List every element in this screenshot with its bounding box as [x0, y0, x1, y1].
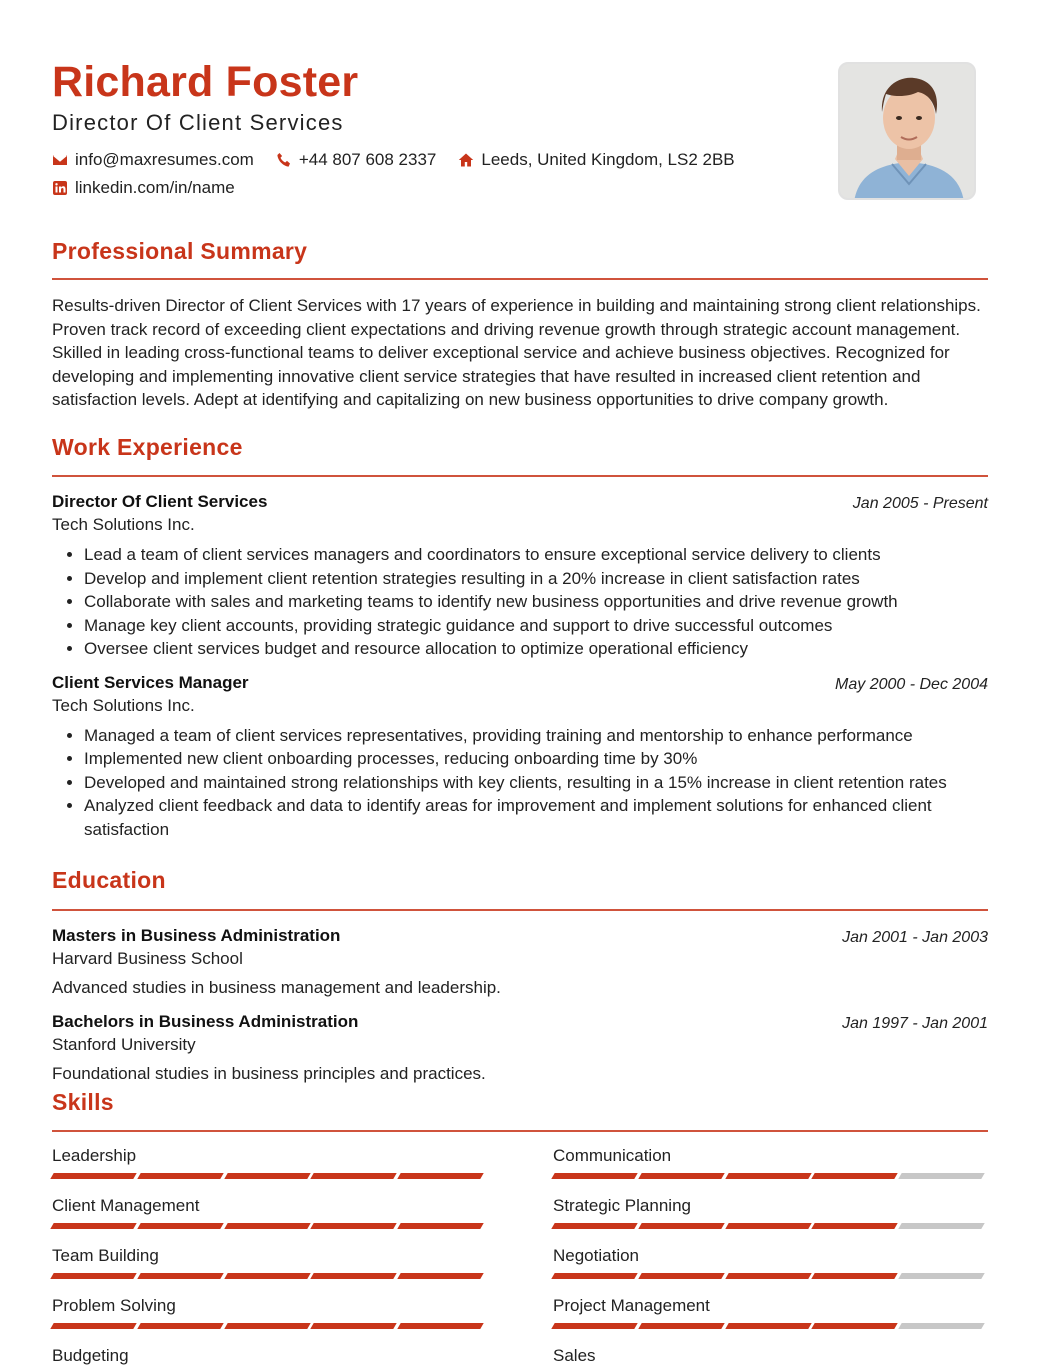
- skill-item: [52, 1196, 486, 1246]
- skill-segment-filled: [224, 1223, 310, 1229]
- skill-name: Communication: [553, 1146, 672, 1165]
- skill-name: Budgeting: [52, 1346, 129, 1365]
- skill-item: [553, 1146, 987, 1196]
- skill-segment-empty: [898, 1173, 984, 1179]
- contact-linkedin[interactable]: [52, 178, 235, 198]
- linkedin-icon: [52, 180, 68, 196]
- job-bullet: • Oversee client services budget and resource allocation to optimize operational efficiency: [84, 637, 988, 661]
- skill-level-bar: [553, 1323, 987, 1329]
- skill-item: [553, 1196, 987, 1246]
- skill-name: Negotiation: [553, 1246, 640, 1265]
- section-divider: [52, 278, 988, 280]
- skill-segment-filled: [397, 1323, 483, 1329]
- skill-segment-filled: [725, 1173, 811, 1179]
- section-divider: [52, 475, 988, 477]
- education-entry: [52, 1012, 988, 1084]
- skill-segment-filled: [725, 1323, 811, 1329]
- skill-segment-filled: [137, 1273, 223, 1279]
- skill-segment-filled: [137, 1173, 223, 1179]
- skill-segment-filled: [397, 1273, 483, 1279]
- skill-name: Client Management: [52, 1196, 200, 1215]
- skill-segment-filled: [551, 1273, 637, 1279]
- skill-segment-filled: [812, 1323, 898, 1329]
- school-name: Stanford University: [52, 1035, 196, 1054]
- job-bullet: • Develop and implement client retention strategies resulting in a 20% increase in client satisfaction rates: [84, 567, 988, 591]
- skill-segment-filled: [50, 1273, 136, 1279]
- skill-name: Team Building: [52, 1246, 159, 1265]
- job-entry: [52, 673, 988, 842]
- skill-segment-filled: [397, 1223, 483, 1229]
- skill-segment-filled: [638, 1173, 724, 1179]
- email-text: info@maxresumes.com: [75, 150, 254, 169]
- skills-section: [52, 1089, 988, 1372]
- contact-info: [52, 148, 757, 204]
- job-dates: Jan 2005 - Present: [852, 495, 988, 512]
- job-company: Tech Solutions Inc.: [52, 515, 195, 534]
- home-icon: [458, 152, 474, 168]
- job-bullet: • Developed and maintained strong relationships with key clients, resulting in a 15% increase in client retention rates: [84, 771, 988, 795]
- education-dates: Jan 2001 - Jan 2003: [842, 929, 988, 946]
- skill-segment-empty: [898, 1273, 984, 1279]
- skill-segment-filled: [137, 1323, 223, 1329]
- skills-grid: [52, 1146, 988, 1372]
- job-title: Director Of Client Services: [52, 492, 268, 511]
- education-description: Foundational studies in business principles and practices.: [52, 1064, 486, 1083]
- skill-segment-filled: [224, 1323, 310, 1329]
- skill-level-bar: [52, 1223, 486, 1229]
- skill-segment-filled: [725, 1223, 811, 1229]
- skill-level-bar: [553, 1173, 987, 1179]
- skill-segment-empty: [898, 1223, 984, 1229]
- skill-segment-filled: [551, 1323, 637, 1329]
- skill-segment-filled: [311, 1173, 397, 1179]
- skill-segment-filled: [725, 1273, 811, 1279]
- skill-item: [553, 1346, 987, 1372]
- skill-item: [52, 1296, 486, 1346]
- skill-segment-filled: [50, 1173, 136, 1179]
- skill-level-bar: [52, 1323, 486, 1329]
- job-bullet: • Managed a team of client services representatives, providing training and mentorship to enhance performance: [84, 724, 988, 748]
- skill-segment-filled: [397, 1173, 483, 1179]
- summary-text: Results-driven Director of Client Services with 17 years of experience in building and maintaining strong client relationships. Proven track record of exceeding client expectations and driving revenue growth through strategic account management. Skilled in leading cross-functional teams to deliver exceptional service and achieve business objectives. Recognized for developing and implementing innovative client service strategies that have resulted in increased client retention and satisfaction levels. Adept at identifying and capitalizing on new business opportunities to drive company growth.: [52, 296, 981, 409]
- skill-item: [553, 1246, 987, 1296]
- skill-segment-filled: [224, 1273, 310, 1279]
- education-heading: Education: [52, 867, 166, 893]
- degree-title: Bachelors in Business Administration: [52, 1012, 359, 1031]
- skill-segment-filled: [311, 1223, 397, 1229]
- skill-item: [52, 1146, 486, 1196]
- skill-name: Problem Solving: [52, 1296, 176, 1315]
- skill-segment-filled: [638, 1223, 724, 1229]
- resume-header: [52, 0, 988, 215]
- skill-segment-filled: [551, 1173, 637, 1179]
- skill-level-bar: [52, 1273, 486, 1279]
- skill-level-bar: [553, 1223, 987, 1229]
- job-title: Client Services Manager: [52, 672, 249, 692]
- education-description: Advanced studies in business management and leadership.: [52, 978, 501, 997]
- skill-segment-filled: [638, 1273, 724, 1279]
- job-bullets: [52, 543, 988, 661]
- skill-name: Strategic Planning: [553, 1196, 691, 1215]
- education-entry: [52, 926, 988, 998]
- avatar-illustration: [840, 64, 976, 200]
- candidate-title: Director Of Client Services: [52, 110, 344, 135]
- job-bullet: • Analyzed client feedback and data to identify areas for improvement and implement solutions for enhanced client satisfaction: [84, 794, 988, 841]
- skill-segment-filled: [224, 1173, 310, 1179]
- education-section: [52, 867, 988, 1084]
- skills-heading: Skills: [52, 1089, 114, 1115]
- job-company: Tech Solutions Inc.: [52, 695, 195, 715]
- skill-segment-filled: [812, 1273, 898, 1279]
- job-dates: May 2000 - Dec 2004: [835, 675, 988, 693]
- skill-segment-empty: [898, 1323, 984, 1329]
- phone-text: +44 807 608 2337: [298, 150, 437, 169]
- skill-name: Project Management: [553, 1296, 710, 1315]
- skill-segment-filled: [551, 1223, 637, 1229]
- skill-segment-filled: [311, 1273, 397, 1279]
- linkedin-text: linkedin.com/in/name: [75, 178, 235, 197]
- skill-level-bar: [553, 1273, 987, 1279]
- summary-section: [52, 238, 988, 412]
- location-text: Leeds, United Kingdom, LS2 2BB: [481, 150, 735, 169]
- summary-heading: Professional Summary: [52, 238, 308, 264]
- job-bullet: • Manage key client accounts, providing strategic guidance and support to drive successful outcomes: [84, 614, 988, 638]
- job-entry: [52, 492, 988, 661]
- skill-segment-filled: [50, 1323, 136, 1329]
- job-bullet: • Collaborate with sales and marketing teams to identify new business opportunities and drive revenue growth: [84, 590, 988, 614]
- skill-item: [52, 1346, 486, 1372]
- section-divider: [52, 1130, 988, 1132]
- degree-title: Masters in Business Administration: [52, 926, 341, 945]
- skill-segment-filled: [638, 1323, 724, 1329]
- skill-segment-filled: [137, 1223, 223, 1229]
- job-bullets: [52, 724, 988, 842]
- phone-icon: [276, 152, 292, 168]
- job-bullet: • Lead a team of client services managers and coordinators to ensure exceptional service delivery to clients: [84, 543, 988, 567]
- skill-name: Sales: [553, 1346, 596, 1365]
- skill-segment-filled: [812, 1173, 898, 1179]
- skill-item: [553, 1296, 987, 1346]
- experience-section: [52, 434, 988, 841]
- candidate-name: Richard Foster: [52, 58, 359, 106]
- skill-level-bar: [52, 1173, 486, 1179]
- skill-segment-filled: [311, 1323, 397, 1329]
- skill-item: [52, 1246, 486, 1296]
- skill-segment-filled: [812, 1223, 898, 1229]
- envelope-icon: [52, 152, 68, 168]
- contact-phone[interactable]: [276, 150, 437, 170]
- profile-photo: [838, 62, 976, 200]
- school-name: Harvard Business School: [52, 949, 243, 968]
- job-bullet: • Implemented new client onboarding processes, reducing onboarding time by 30%: [84, 747, 988, 771]
- education-dates: Jan 1997 - Jan 2001: [842, 1015, 988, 1032]
- section-divider: [52, 909, 988, 911]
- skill-name: Leadership: [52, 1146, 137, 1165]
- contact-location: [458, 150, 734, 170]
- skill-segment-filled: [50, 1223, 136, 1229]
- experience-heading: Work Experience: [52, 434, 243, 460]
- contact-email[interactable]: [52, 150, 254, 170]
